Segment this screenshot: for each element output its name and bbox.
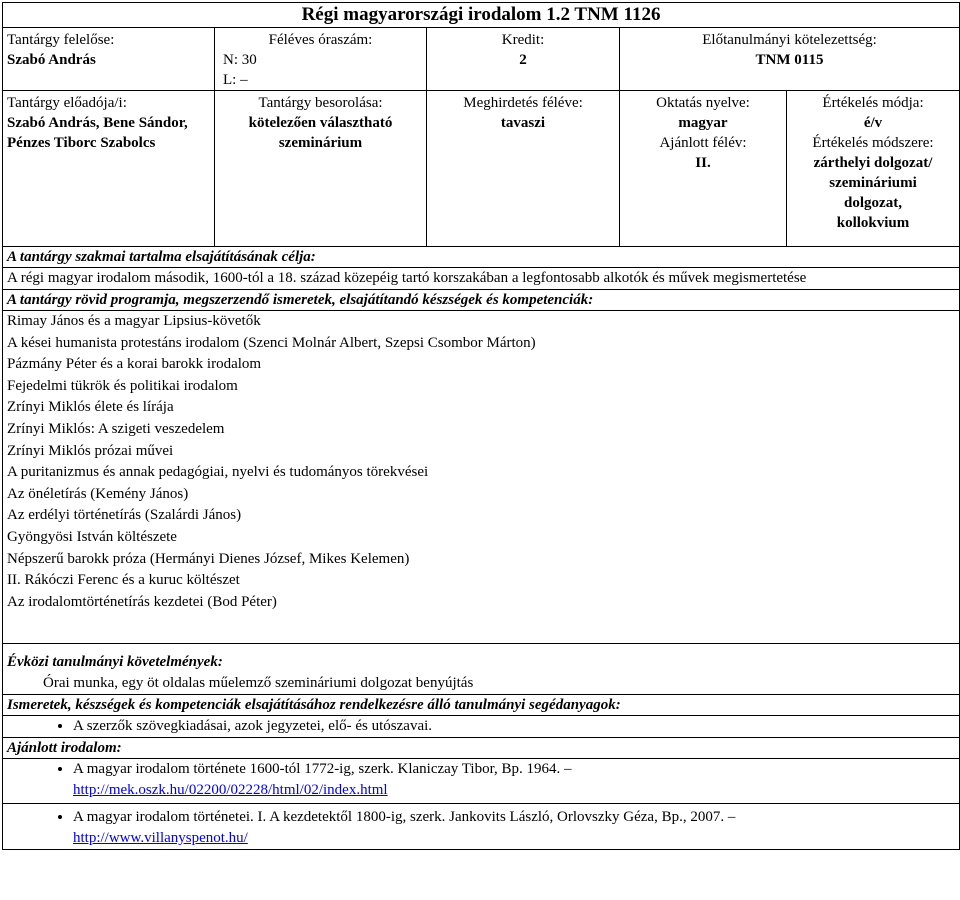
header-row-2 <box>3 91 960 247</box>
title-row <box>3 3 960 28</box>
header-row-1 <box>3 28 960 91</box>
requirements-heading: Évközi tanulmányi követelmények: <box>7 654 223 670</box>
literature-row-2 <box>3 804 960 850</box>
assessment-method-label: Értékelés módszere: <box>812 135 934 151</box>
program-item: II. Rákóczi Ferenc és a kuruc költészet <box>7 572 240 589</box>
lecturer-names: Szabó András, Bene Sándor, Pénzes Tiborc Szabolcs <box>7 115 188 151</box>
literature-list-1 <box>7 759 955 801</box>
prereq-cell <box>620 28 960 91</box>
program-item: A puritanizmus és annak pedagógiai, nyelvi és tudományos törekvései <box>7 464 429 481</box>
assessment-value: é/v <box>863 115 883 131</box>
program-item: Pázmány Péter és a korai barokk irodalom <box>7 356 262 373</box>
literature-item-text: A magyar irodalom történetei. I. A kezdetektől 1800-ig, szerk. Jankovits László, Orlovszky Géza, Bp., 2007. – <box>73 809 736 825</box>
semester-cell <box>427 91 620 247</box>
requirements-row <box>3 644 960 695</box>
program-item: Zrínyi Miklós: A szigeti veszedelem <box>7 420 225 437</box>
materials-item: • A szerzők szövegkiadásai, azok jegyzetei, elő- és utószavai. <box>73 716 955 737</box>
goal-heading: A tantárgy szakmai tartalma elsajátításának célja: <box>3 247 960 268</box>
hours-l: L: – <box>223 72 248 88</box>
literature-link[interactable]: http://mek.oszk.hu/02200/02228/html/02/index.html <box>73 782 388 798</box>
program-item: Rimay János és a magyar Lipsius-követők <box>7 313 261 329</box>
program-heading: A tantárgy rövid programja, megszerzendő ismeretek, elsajátítandó készségek és kompetenciák: <box>3 290 960 311</box>
recommended-value: II. <box>695 155 711 171</box>
semester-value: tavaszi <box>500 115 546 131</box>
assessment-cell <box>787 91 960 247</box>
literature-cell-1 <box>3 759 960 804</box>
recommended-label: Ajánlott félév: <box>659 135 747 151</box>
literature-row-1 <box>3 759 960 804</box>
materials-row <box>3 716 960 738</box>
responsible-cell <box>3 28 215 91</box>
literature-item-text: A magyar irodalom története 1600-tól 1772-ig, szerk. Klaniczay Tibor, Bp. 1964. – <box>73 761 572 777</box>
literature-heading-row <box>3 738 960 759</box>
program-item: Gyöngyösi István költészete <box>7 528 177 545</box>
program-item: Zrínyi Miklós prózai művei <box>7 442 174 459</box>
language-cell <box>620 91 787 247</box>
materials-list <box>7 716 955 737</box>
classification-cell <box>215 91 427 247</box>
hours-cell <box>215 28 427 91</box>
program-item: Az önéletírás (Kemény János) <box>7 485 189 502</box>
responsible-label: Tantárgy felelőse: <box>7 32 115 48</box>
course-sheet <box>2 2 960 850</box>
prereq-label: Előtanulmányi kötelezettség: <box>702 32 877 48</box>
requirements-text: Órai munka, egy öt oldalas műelemző szemináriumi dolgozat benyújtás <box>43 675 474 691</box>
program-item: Zrínyi Miklós élete és lírája <box>7 399 174 416</box>
literature-list-2 <box>7 807 955 849</box>
course-title: Régi magyarországi irodalom 1.2 TNM 1126 <box>3 3 960 28</box>
responsible-name: Szabó András <box>7 52 96 68</box>
goal-row <box>3 268 960 290</box>
program-item: A kései humanista protestáns irodalom (Szenci Molnár Albert, Szepsi Csombor Márton) <box>7 334 536 351</box>
program-item: Népszerű barokk próza (Hermányi Dienes József, Mikes Kelemen) <box>7 550 410 567</box>
materials-heading-row <box>3 695 960 716</box>
literature-cell-2 <box>3 804 960 850</box>
literature-item <box>73 807 955 849</box>
program-item: Fejedelmi tükrök és politikai irodalom <box>7 377 238 394</box>
materials-cell <box>3 716 960 738</box>
assessment-label: Értékelés módja: <box>822 95 924 111</box>
assessment-method-value: zárthelyi dolgozat/ szemináriumi dolgozat, kollokvium <box>813 155 933 231</box>
language-label: Oktatás nyelve: <box>656 95 750 111</box>
classification-value: kötelezően választható szeminárium <box>248 115 393 151</box>
program-list <box>3 311 960 644</box>
lecturer-cell <box>3 91 215 247</box>
credit-cell <box>427 28 620 91</box>
literature-link[interactable]: http://www.villanyspenot.hu/ <box>73 830 248 846</box>
hours-n: N: 30 <box>223 52 257 68</box>
lecturer-label: Tantárgy előadója/i: <box>7 95 127 111</box>
credit-value: 2 <box>519 52 527 68</box>
classification-label: Tantárgy besorolása: <box>258 95 383 111</box>
semester-label: Meghirdetés féléve: <box>463 95 583 111</box>
goal-heading-row <box>3 247 960 268</box>
program-item: Az erdélyi történetírás (Szalárdi János) <box>7 507 242 524</box>
materials-heading: Ismeretek, készségek és kompetenciák elsajátításához rendelkezésre álló tanulmányi segédanyagok: <box>3 695 960 716</box>
program-row <box>3 311 960 644</box>
prereq-value: TNM 0115 <box>755 52 824 68</box>
program-item: Az irodalomtörténetírás kezdetei (Bod Péter) <box>7 593 277 610</box>
literature-heading: Ajánlott irodalom: <box>3 738 960 759</box>
literature-item <box>73 759 955 801</box>
program-heading-row <box>3 290 960 311</box>
goal-text: A régi magyar irodalom második, 1600-tól a 18. század közepéig tartó korszakában a legfontosabb alkotók és művek megismertetése <box>3 268 960 290</box>
credit-label: Kredit: <box>501 32 545 48</box>
hours-label: Féléves óraszám: <box>268 32 373 48</box>
requirements-cell <box>3 644 960 695</box>
language-value: magyar <box>678 115 728 131</box>
